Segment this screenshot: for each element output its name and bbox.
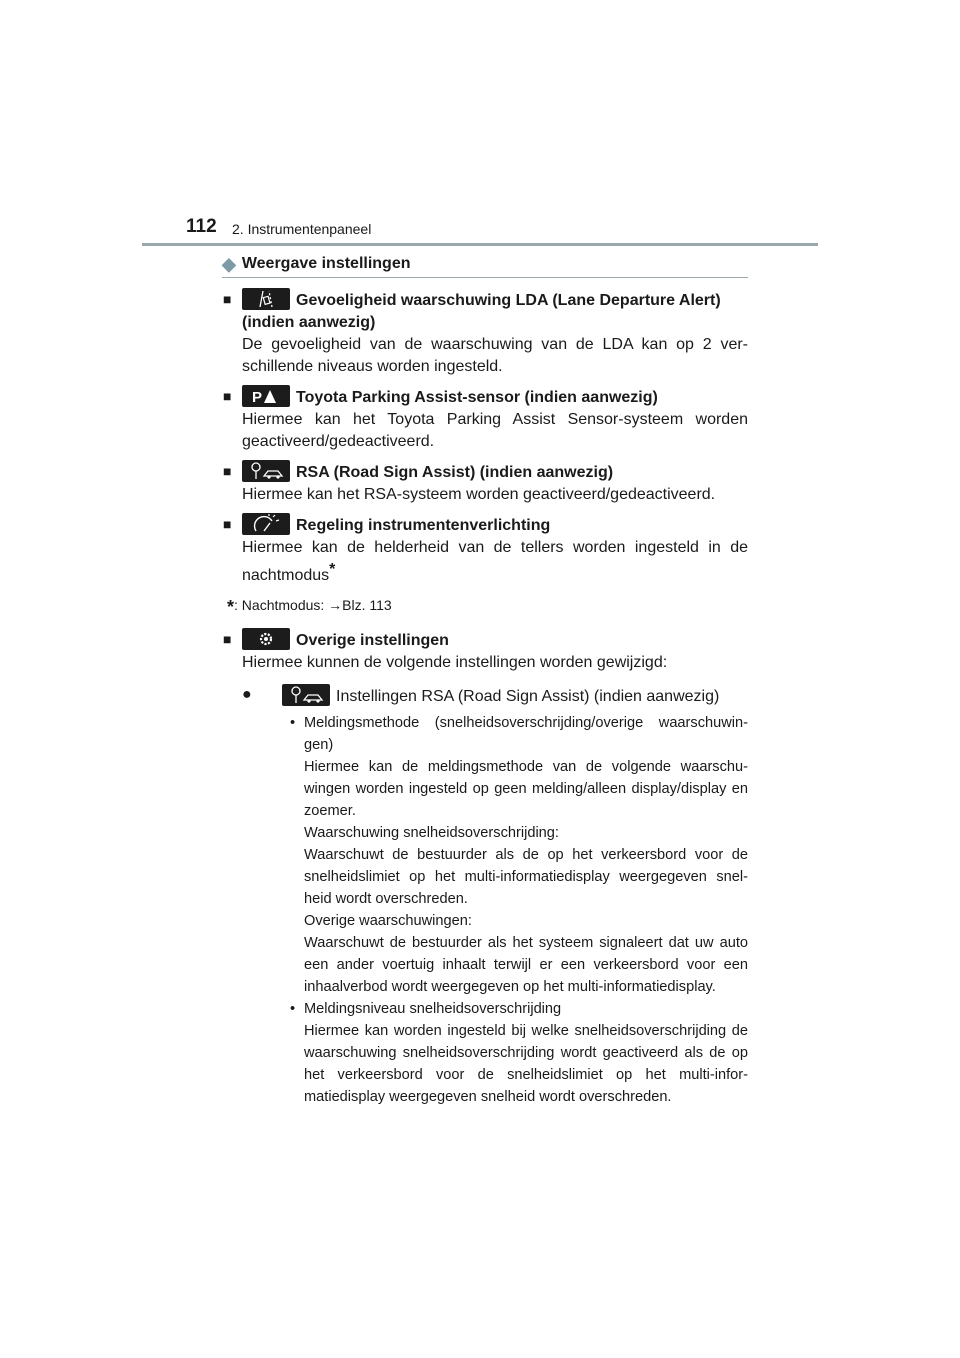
- list-item: • Meldingsmethode (snelheidsoverschrijding/overige waarschuwin-gen) Hiermee kan de meldingsmethode van de volgende waarschu-wingen worden ingesteld op geen melding/alleen display/display en zoemer. Waarschuwing snelheidsoverschrijding: Waarschuwt de bestuurder als de op het verkeersbord voor de snelheidslimiet op het multi-informatiedisplay weergegeven snel-heid wordt overschreden. Overige waarschuwingen: Waarschuwt de bestuurder als het systeem signaleert dat uw auto een ander voertuig inhaalt terwijl er een verkeersbord voor een inhaalverbod wordt weergegeven op het multi-informatiedisplay.: [290, 712, 748, 998]
- list-item-line: Waarschuwing snelheidsoverschrijding:: [304, 825, 559, 841]
- entry-rsa-title: RSA (Road Sign Assist) (indien aanwezig): [296, 464, 614, 481]
- parking-assist-icon: [242, 385, 290, 407]
- entry-lda-title: Gevoeligheid waarschuwing LDA (Lane Departure Alert) (indien aanwezig): [242, 292, 721, 331]
- list-item-head: Meldingsniveau snelheidsoverschrijding: [304, 1001, 562, 1017]
- entry-instrument-lighting-title: Regeling instrumentenverlichting: [296, 517, 551, 534]
- square-bullet-icon: ■: [223, 463, 232, 479]
- chapter-title: 2. Instrumentenpaneel: [232, 221, 372, 237]
- entry-other-settings: [218, 628, 748, 1108]
- page-number: 112: [186, 216, 217, 237]
- road-sign-assist-icon: [282, 684, 330, 706]
- entry-parking-assist: [218, 385, 748, 453]
- entry-lda-text: De gevoeligheid van de waarschuwing van de LDA kan op 2 ver-schillende niveaus worden ingesteld.: [242, 336, 748, 375]
- footnote: [227, 594, 748, 618]
- entry-rsa-text: Hiermee kan het RSA-systeem worden geactiveerd/gedeactiveerd.: [242, 486, 716, 503]
- section-title-text: Weergave instellingen: [241, 255, 411, 272]
- square-bullet-icon: ■: [223, 516, 232, 532]
- footnote-star: *: [227, 597, 235, 617]
- entry-instrument-lighting-text: Hiermee kan de helderheid van de tellers worden ingesteld in de nachtmodus: [242, 539, 748, 584]
- list-item-line: Waarschuwt de bestuurder als het systeem signaleert dat uw auto een ander voertuig inhaalt terwijl er een verkeersbord voor een inhaalverbod wordt weergegeven op het multi-informatiedisplay.: [304, 935, 748, 995]
- entry-lda: [218, 288, 748, 378]
- svg-text:P: P: [252, 389, 263, 406]
- entry-parking-assist-text: Hiermee kan het Toyota Parking Assist Sensor-systeem worden geactiveerd/gedeactiveerd.: [242, 411, 748, 450]
- list-item-line: Hiermee kan de meldingsmethode van de volgende waarschu-wingen worden ingesteld op geen melding/alleen display/display en zoemer.: [304, 759, 748, 819]
- instrument-lighting-icon: [242, 513, 290, 535]
- entry-instrument-lighting: [218, 513, 748, 587]
- bullet-list: [290, 712, 748, 1108]
- entry-other-settings-text: Hiermee kunnen de volgende instellingen worden gewijzigd:: [242, 654, 668, 671]
- section-divider: [222, 277, 748, 278]
- sub-entry-title: Instellingen RSA (Road Sign Assist) (indien aanwezig): [336, 688, 720, 705]
- section-heading: [218, 252, 748, 276]
- list-item-line: Overige waarschuwingen:: [304, 913, 472, 929]
- arrow-right-icon: →: [328, 597, 343, 613]
- round-bullet-icon: ●: [242, 686, 252, 703]
- footnote-page-ref[interactable]: Blz. 113: [342, 597, 392, 613]
- entry-rsa: [218, 460, 748, 506]
- list-item-head: Meldingsmethode (snelheidsoverschrijding/overige waarschuwin-gen): [304, 715, 748, 753]
- footnote-text: : Nachtmodus:: [234, 597, 329, 613]
- entry-other-settings-title: Overige instellingen: [296, 632, 449, 649]
- footnote-mark: *: [329, 561, 336, 578]
- square-bullet-icon: ■: [223, 631, 232, 647]
- list-item-line: Hiermee kan worden ingesteld bij welke snelheidsoverschrijding de waarschuwing snelheidsoverschrijding wordt geactiveerd als de op het verkeersbord voor de snelheidslimiet op het multi-infor-matiedisplay weergegeven snelheid wordt overschreden.: [304, 1023, 748, 1105]
- list-item: • Meldingsniveau snelheidsoverschrijding Hiermee kan worden ingesteld bij welke snelheidsoverschrijding de waarschuwing snelheidsoverschrijding wordt geactiveerd als de op het verkeersbord voor de snelheidslimiet op het multi-infor-matiedisplay weergegeven snelheid wordt overschreden.: [290, 998, 748, 1108]
- list-item-line: Waarschuwt de bestuurder als de op het verkeersbord voor de snelheidslimiet op het multi-informatiedisplay weergegeven snel-heid wordt overschreden.: [304, 847, 748, 907]
- square-bullet-icon: ■: [223, 291, 232, 307]
- lane-departure-icon: [242, 288, 290, 310]
- header-divider: [142, 243, 818, 246]
- sub-entry-rsa-settings: [218, 684, 748, 708]
- square-bullet-icon: ■: [223, 388, 232, 404]
- gear-icon: [242, 628, 290, 650]
- page-content: [218, 252, 748, 1115]
- entry-parking-assist-title: Toyota Parking Assist-sensor (indien aanwezig): [296, 389, 658, 406]
- diamond-icon: ◆: [222, 254, 236, 274]
- road-sign-assist-icon: [242, 460, 290, 482]
